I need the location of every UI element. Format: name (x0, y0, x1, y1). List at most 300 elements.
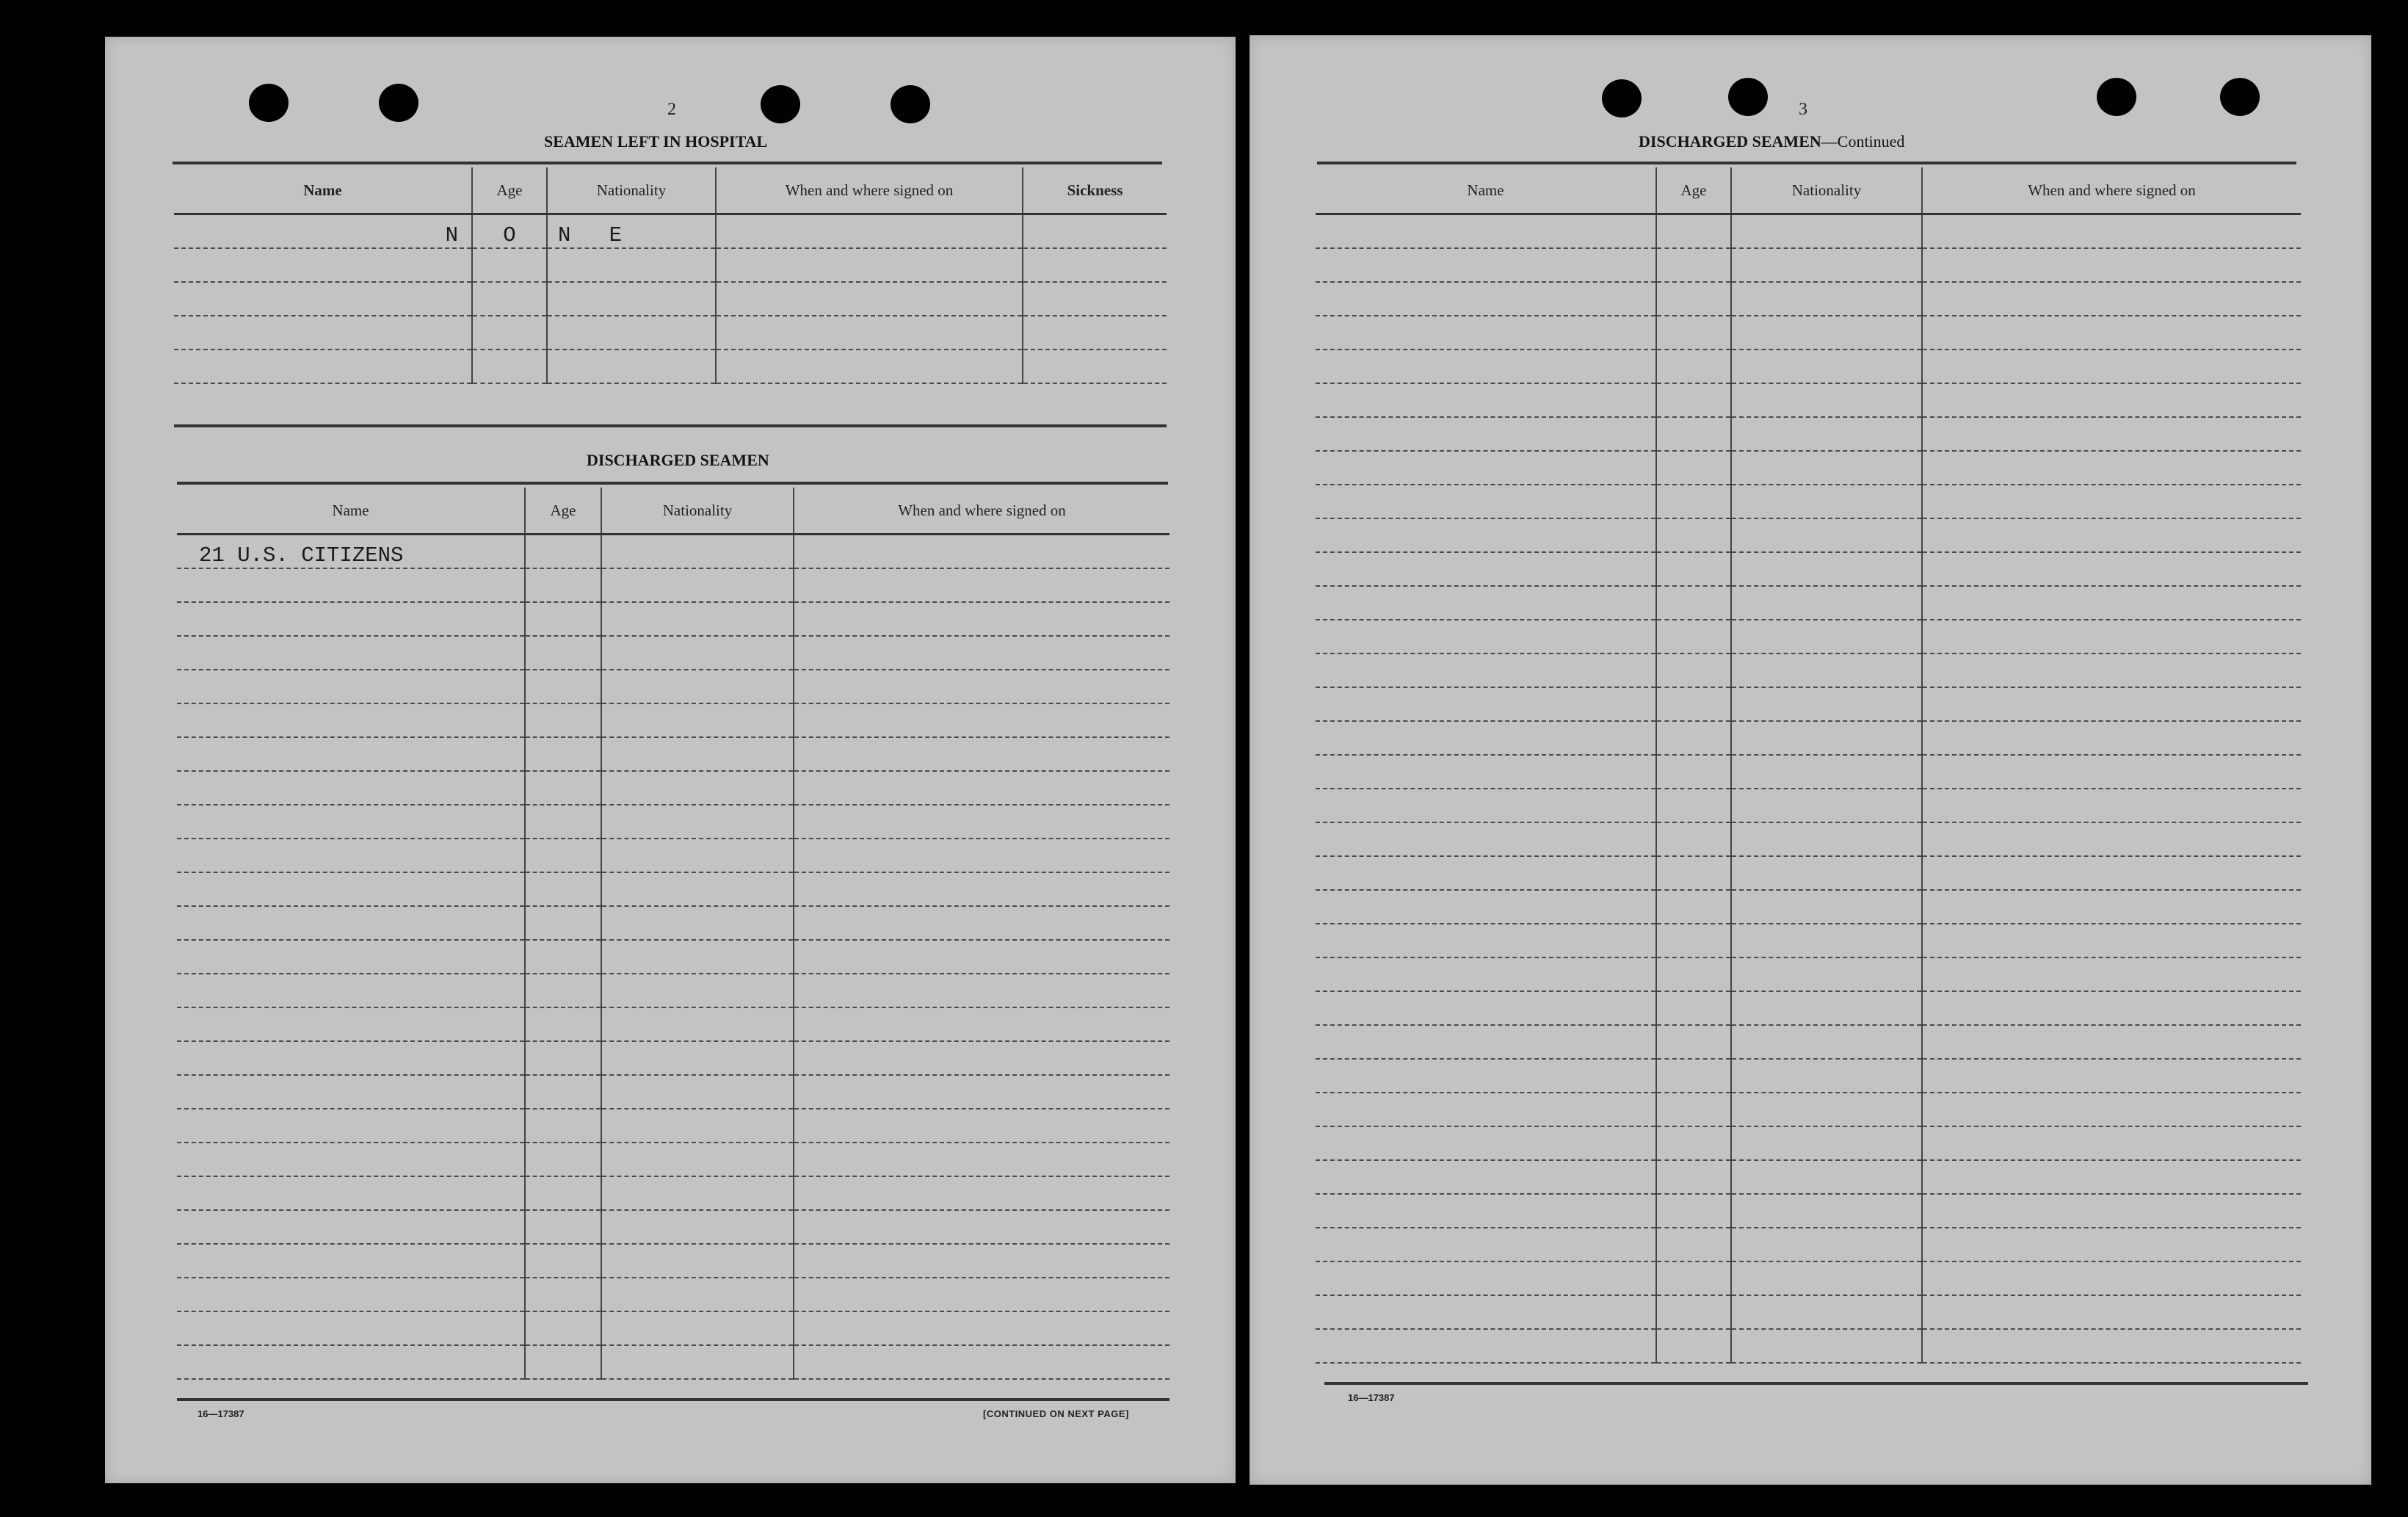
table-cell (1656, 248, 1731, 282)
table-row (177, 940, 1169, 974)
table-cell (1922, 586, 2301, 620)
discharged-continued-header-row (1316, 167, 2301, 214)
table-cell (1656, 552, 1731, 586)
table-cell (794, 872, 1169, 906)
table-cell (525, 1143, 601, 1176)
table-cell (601, 1109, 794, 1143)
table-cell (794, 670, 1169, 703)
table-cell (1731, 451, 1922, 485)
table-cell (1731, 957, 1922, 991)
table-cell (177, 670, 525, 703)
discharged-continued-title (1639, 132, 1904, 151)
table-cell (1316, 1329, 1656, 1363)
table-row (1316, 755, 2301, 789)
table-cell (601, 940, 794, 974)
table-cell (1656, 383, 1731, 417)
table-cell (794, 1143, 1169, 1176)
table-row (1316, 417, 2301, 451)
table-cell (794, 1345, 1169, 1379)
table-cell (1731, 1126, 1922, 1160)
table-cell (1731, 856, 1922, 890)
table-cell (1656, 1093, 1731, 1126)
table-cell (1656, 451, 1731, 485)
continued-note: [CONTINUED ON NEXT PAGE] (983, 1408, 1129, 1419)
table-cell (794, 1176, 1169, 1210)
table-cell (1656, 755, 1731, 789)
column-header-name: Name (174, 167, 472, 214)
entry-text: O (503, 223, 516, 247)
table-cell (1656, 957, 1731, 991)
entry-text: 21 U.S. CITIZENS (199, 543, 404, 568)
table-cell (1922, 1194, 2301, 1228)
hospital-section-title: SEAMEN LEFT IN HOSPITAL (544, 132, 768, 151)
column-header-nationality: Nationality (547, 167, 716, 214)
table-cell (1731, 282, 1922, 316)
table-cell (177, 1176, 525, 1210)
table-row (1316, 924, 2301, 957)
table-cell (1922, 991, 2301, 1025)
table-cell (1731, 1228, 1922, 1261)
table-row (177, 974, 1169, 1007)
table-cell (601, 1075, 794, 1109)
table-cell (1731, 1093, 1922, 1126)
table-cell (1731, 721, 1922, 755)
table-row (1316, 350, 2301, 383)
hospital-entry-nationality (547, 214, 716, 249)
discharged-bottom-rule (177, 1398, 1169, 1401)
left-page (105, 37, 1236, 1483)
table-cell (1731, 1261, 1922, 1295)
table-cell (794, 737, 1169, 771)
table-cell (1922, 856, 2301, 890)
table-cell (1316, 586, 1656, 620)
table-cell (1656, 214, 1731, 249)
discharged-entry-name (177, 535, 525, 569)
table-row (177, 1345, 1169, 1379)
page-number: 3 (1799, 100, 1807, 119)
table-cell (1316, 1160, 1656, 1194)
discharged-table (177, 488, 1169, 1380)
discharged-continued-top-rule (1317, 162, 2296, 164)
table-cell (525, 602, 601, 636)
table-cell (601, 568, 794, 602)
table-cell (1731, 924, 1922, 957)
table-row (177, 1109, 1169, 1143)
table-cell (1316, 991, 1656, 1025)
table-cell (1316, 282, 1656, 316)
discharged-section-title: DISCHARGED SEAMEN (587, 451, 769, 469)
table-cell (1316, 653, 1656, 687)
table-cell (601, 872, 794, 906)
table-row (1316, 653, 2301, 687)
table-cell (1656, 282, 1731, 316)
title-main: DISCHARGED SEAMEN (1639, 132, 1821, 151)
column-header-age: Age (1656, 167, 1731, 214)
table-row (1316, 586, 2301, 620)
table-cell (1922, 755, 2301, 789)
table-cell (1731, 248, 1922, 282)
table-cell (1316, 214, 1656, 249)
table-cell (794, 636, 1169, 670)
entry-text: N (445, 223, 458, 247)
discharged-continued-bottom-rule (1324, 1382, 2308, 1385)
table-cell (1656, 417, 1731, 451)
table-row (177, 1143, 1169, 1176)
table-cell (1731, 687, 1922, 721)
table-row (177, 906, 1169, 940)
table-row (177, 1278, 1169, 1311)
table-cell (1316, 856, 1656, 890)
table-cell (1656, 890, 1731, 924)
table-cell (1731, 991, 1922, 1025)
table-cell (1316, 957, 1656, 991)
table-cell (1922, 1261, 2301, 1295)
table-cell (1316, 383, 1656, 417)
table-row (177, 1041, 1169, 1075)
table-cell (1656, 1194, 1731, 1228)
table-cell (177, 906, 525, 940)
hospital-bottom-rule (174, 424, 1167, 427)
table-cell (1922, 620, 2301, 653)
table-cell (177, 872, 525, 906)
table-row (177, 1311, 1169, 1345)
table-cell (1316, 1228, 1656, 1261)
table-cell (1922, 721, 2301, 755)
table-cell (794, 1210, 1169, 1244)
table-cell (177, 703, 525, 737)
table-row (177, 670, 1169, 703)
table-cell (794, 1311, 1169, 1345)
table-row (174, 282, 1167, 316)
table-cell (601, 1041, 794, 1075)
table-cell (1731, 552, 1922, 586)
table-cell (601, 805, 794, 839)
table-cell (1656, 1261, 1731, 1295)
form-number: 16—17387 (1348, 1392, 1395, 1403)
hospital-entry-age (472, 214, 547, 249)
table-cell (1316, 1295, 1656, 1329)
table-cell (1922, 789, 2301, 822)
table-cell (177, 737, 525, 771)
table-cell (1023, 214, 1167, 249)
column-header-nationality: Nationality (1731, 167, 1922, 214)
table-cell (525, 974, 601, 1007)
table-cell (1731, 485, 1922, 518)
table-row (1316, 485, 2301, 518)
table-cell (1656, 856, 1731, 890)
table-cell (716, 214, 1023, 249)
table-cell (794, 602, 1169, 636)
table-cell (601, 636, 794, 670)
table-row (177, 568, 1169, 602)
table-row (1316, 991, 2301, 1025)
table-cell (1316, 755, 1656, 789)
table-row (177, 737, 1169, 771)
table-cell (1316, 1025, 1656, 1059)
table-cell (1922, 924, 2301, 957)
table-cell (1316, 350, 1656, 383)
table-cell (525, 1311, 601, 1345)
table-row (177, 636, 1169, 670)
table-row (1316, 789, 2301, 822)
table-cell (177, 1075, 525, 1109)
table-row (1316, 890, 2301, 924)
table-cell (1922, 518, 2301, 552)
column-header-nationality: Nationality (601, 488, 794, 535)
table-cell (1656, 822, 1731, 856)
table-cell (177, 771, 525, 805)
table-row (1316, 1160, 2301, 1194)
table-cell (601, 906, 794, 940)
table-row (177, 771, 1169, 805)
table-cell (177, 1143, 525, 1176)
table-cell (1922, 1329, 2301, 1363)
table-cell (794, 568, 1169, 602)
punch-hole (249, 84, 289, 122)
table-cell (794, 1007, 1169, 1041)
table-row (1316, 1093, 2301, 1126)
table-cell (1922, 687, 2301, 721)
table-cell (1656, 721, 1731, 755)
table-row (177, 872, 1169, 906)
punch-hole (2097, 78, 2136, 116)
table-row (1316, 1194, 2301, 1228)
table-cell (525, 636, 601, 670)
table-row (1316, 1329, 2301, 1363)
table-row (1316, 687, 2301, 721)
entry-text: N E (558, 223, 623, 247)
table-cell (525, 703, 601, 737)
table-cell (525, 771, 601, 805)
table-row (177, 1210, 1169, 1244)
table-row (177, 1176, 1169, 1210)
table-cell (1731, 316, 1922, 350)
table-cell (794, 771, 1169, 805)
table-cell (525, 1176, 601, 1210)
table-cell (1731, 789, 1922, 822)
table-cell (1316, 721, 1656, 755)
table-cell (794, 1041, 1169, 1075)
table-cell (1656, 1295, 1731, 1329)
punch-hole (891, 85, 930, 123)
table-cell (1656, 350, 1731, 383)
table-cell (1731, 653, 1922, 687)
hospital-table (174, 167, 1167, 384)
column-header-age: Age (525, 488, 601, 535)
table-cell (1656, 518, 1731, 552)
hospital-header-row (174, 167, 1167, 214)
table-cell (794, 974, 1169, 1007)
table-cell (525, 1278, 601, 1311)
table-cell (1731, 1329, 1922, 1363)
table-row (1316, 552, 2301, 586)
table-cell (1316, 485, 1656, 518)
table-cell (601, 1278, 794, 1311)
table-cell (177, 1041, 525, 1075)
table-cell (601, 602, 794, 636)
right-page (1250, 35, 2371, 1485)
punch-hole (761, 85, 800, 123)
table-cell (1656, 1160, 1731, 1194)
table-cell (1316, 316, 1656, 350)
table-cell (1656, 1228, 1731, 1261)
table-cell (601, 1244, 794, 1278)
table-cell (177, 974, 525, 1007)
table-cell (1922, 417, 2301, 451)
table-cell (1731, 1025, 1922, 1059)
table-cell (601, 703, 794, 737)
table-cell (1731, 755, 1922, 789)
discharged-continued-table (1316, 167, 2301, 1364)
table-cell (177, 1345, 525, 1379)
form-number: 16—17387 (197, 1408, 244, 1419)
column-header-signed-on: When and where signed on (794, 488, 1169, 535)
table-cell (1922, 1228, 2301, 1261)
table-cell (1922, 1093, 2301, 1126)
table-cell (177, 636, 525, 670)
table-cell (1316, 1093, 1656, 1126)
table-cell (1731, 586, 1922, 620)
table-cell (1316, 620, 1656, 653)
table-cell (1922, 282, 2301, 316)
table-row (1316, 316, 2301, 350)
column-header-name: Name (1316, 167, 1656, 214)
table-cell (1731, 350, 1922, 383)
table-row (1316, 248, 2301, 282)
table-cell (177, 805, 525, 839)
table-cell (1656, 485, 1731, 518)
table-cell (1316, 417, 1656, 451)
table-cell (794, 805, 1169, 839)
table-cell (1731, 1160, 1922, 1194)
table-cell (1731, 822, 1922, 856)
table-cell (177, 1311, 525, 1345)
table-cell (794, 1244, 1169, 1278)
table-cell (601, 771, 794, 805)
table-cell (177, 940, 525, 974)
hospital-top-rule (173, 162, 1162, 164)
table-cell (794, 839, 1169, 872)
table-cell (1656, 991, 1731, 1025)
table-row (1316, 721, 2301, 755)
column-header-signed-on: When and where signed on (716, 167, 1023, 214)
table-cell (177, 1007, 525, 1041)
table-cell (1316, 1261, 1656, 1295)
table-cell (1922, 1025, 2301, 1059)
table-cell (1656, 653, 1731, 687)
table-cell (525, 1075, 601, 1109)
table-cell (601, 1143, 794, 1176)
table-cell (601, 737, 794, 771)
table-cell (1922, 822, 2301, 856)
table-cell (525, 940, 601, 974)
table-cell (1316, 924, 1656, 957)
table-row (1316, 1261, 2301, 1295)
table-cell (1316, 1059, 1656, 1093)
table-row (1316, 1126, 2301, 1160)
table-cell (1316, 552, 1656, 586)
table-row (177, 1007, 1169, 1041)
table-row (177, 535, 1169, 569)
table-row (177, 1075, 1169, 1109)
table-row (174, 316, 1167, 350)
table-cell (1922, 653, 2301, 687)
table-cell (177, 1278, 525, 1311)
table-cell (525, 1109, 601, 1143)
table-cell (1731, 890, 1922, 924)
table-cell (525, 1007, 601, 1041)
table-cell (1656, 1329, 1731, 1363)
column-header-sickness: Sickness (1023, 167, 1167, 214)
table-cell (794, 940, 1169, 974)
table-cell (1922, 890, 2301, 924)
table-row (174, 214, 1167, 249)
punch-hole (1728, 78, 1768, 116)
table-cell (525, 670, 601, 703)
table-cell (177, 1109, 525, 1143)
table-cell (1316, 451, 1656, 485)
table-row (177, 602, 1169, 636)
table-cell (794, 703, 1169, 737)
table-cell (177, 839, 525, 872)
table-cell (525, 1041, 601, 1075)
table-cell (525, 737, 601, 771)
table-cell (525, 568, 601, 602)
table-cell (601, 1176, 794, 1210)
table-cell (525, 1244, 601, 1278)
table-row (1316, 451, 2301, 485)
table-row (1316, 822, 2301, 856)
table-cell (525, 805, 601, 839)
table-row (177, 805, 1169, 839)
table-cell (1731, 1194, 1922, 1228)
table-cell (1731, 620, 1922, 653)
table-cell (1316, 1194, 1656, 1228)
table-cell (1922, 383, 2301, 417)
table-cell (1731, 417, 1922, 451)
punch-hole (2220, 78, 2260, 116)
table-row (177, 839, 1169, 872)
table-row (1316, 1025, 2301, 1059)
table-cell (1316, 1126, 1656, 1160)
page-number: 2 (667, 100, 676, 119)
table-cell (1656, 316, 1731, 350)
table-cell (1922, 1126, 2301, 1160)
table-cell (1316, 822, 1656, 856)
table-cell (601, 974, 794, 1007)
table-cell (794, 906, 1169, 940)
table-cell (1656, 1025, 1731, 1059)
table-cell (601, 1345, 794, 1379)
table-cell (1316, 890, 1656, 924)
table-cell (1656, 687, 1731, 721)
table-cell (794, 1278, 1169, 1311)
table-cell (601, 1007, 794, 1041)
punch-hole (1602, 79, 1642, 117)
table-row (174, 248, 1167, 282)
table-cell (794, 1075, 1169, 1109)
table-cell (1731, 1059, 1922, 1093)
table-row (1316, 518, 2301, 552)
title-suffix: —Continued (1821, 132, 1905, 151)
table-cell (525, 872, 601, 906)
table-cell (1731, 383, 1922, 417)
table-row (1316, 957, 2301, 991)
table-cell (525, 906, 601, 940)
table-cell (1922, 248, 2301, 282)
table-cell (177, 1210, 525, 1244)
table-row (1316, 620, 2301, 653)
